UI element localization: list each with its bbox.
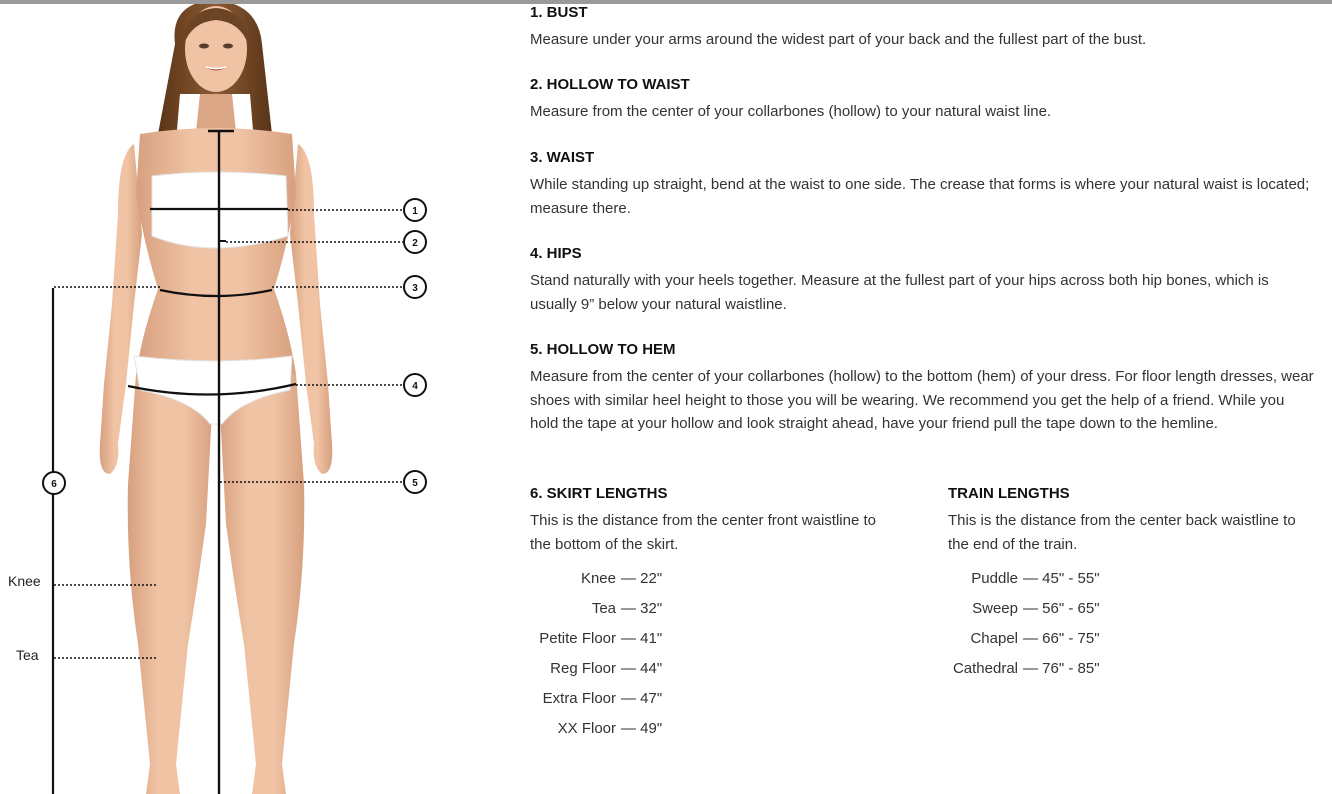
marker-3-label: 3 bbox=[412, 283, 418, 294]
section-text: Measure under your arms around the widest part of your back and the fullest part of the bust. bbox=[530, 31, 1147, 48]
left-leg bbox=[128, 374, 214, 794]
torso bbox=[136, 128, 296, 374]
section-text: Measure from the center of your collarbones (hollow) to the bottom (hem) of your dress. For floor length dresses, wear shoes with similar heel height to those you will be wearing. We recommend you get the help of a friend. While you hold the tape at your hollow and look straight ahead, have your friend pull the tape down to the hemline. bbox=[530, 368, 1314, 432]
length-value: — 66" - 75" bbox=[1023, 629, 1100, 647]
skirt-table bbox=[530, 563, 662, 743]
length-value: — 56" - 65" bbox=[1023, 599, 1100, 617]
section-title: 2. HOLLOW TO WAIST bbox=[530, 76, 690, 93]
marker-2-label: 2 bbox=[412, 238, 418, 249]
marker-5-label: 5 bbox=[412, 478, 418, 489]
length-name: Sweep bbox=[972, 599, 1018, 617]
body-measurement-diagram bbox=[0, 4, 520, 794]
right-leg bbox=[218, 374, 304, 794]
length-name: Knee bbox=[580, 569, 616, 587]
marker-3 bbox=[404, 276, 426, 298]
section-waist bbox=[530, 149, 1315, 220]
figure-svg bbox=[0, 4, 520, 794]
marker-6-label: 6 bbox=[51, 479, 57, 490]
tea-label: Tea bbox=[16, 647, 39, 663]
table-row bbox=[530, 563, 662, 593]
table-row bbox=[948, 653, 1100, 683]
length-value: — 41" bbox=[621, 629, 663, 647]
train-text: This is the distance from the center back waistline to the end of the train. bbox=[948, 512, 1296, 553]
table-row bbox=[530, 593, 662, 623]
length-value: — 22" bbox=[621, 569, 663, 587]
marker-1-label: 1 bbox=[412, 206, 418, 217]
table-row bbox=[530, 683, 662, 713]
length-value: — 32" bbox=[621, 599, 663, 617]
length-value: — 49" bbox=[621, 719, 663, 737]
section-title: 4. HIPS bbox=[530, 245, 582, 262]
table-row bbox=[530, 623, 662, 653]
knee-label: Knee bbox=[8, 573, 41, 589]
section-title: 5. HOLLOW TO HEM bbox=[530, 341, 676, 358]
table-row bbox=[948, 593, 1100, 623]
train-title: TRAIN LENGTHS bbox=[948, 485, 1070, 502]
length-name: Chapel bbox=[970, 629, 1018, 647]
section-title: 1. BUST bbox=[530, 4, 588, 21]
marker-1 bbox=[404, 199, 426, 221]
section-text: Measure from the center of your collarbones (hollow) to your natural waist line. bbox=[530, 103, 1052, 120]
marker-2 bbox=[404, 231, 426, 253]
length-value: — 76" - 85" bbox=[1023, 659, 1100, 677]
neck bbox=[196, 94, 236, 132]
section-hollow-to-hem bbox=[530, 341, 1315, 436]
section-bust bbox=[530, 4, 1315, 52]
skirt-title: 6. SKIRT LENGTHS bbox=[530, 485, 668, 502]
length-name: Puddle bbox=[971, 569, 1018, 587]
table-row bbox=[948, 563, 1100, 593]
table-row bbox=[530, 653, 662, 683]
length-value: — 47" bbox=[621, 689, 663, 707]
section-text: Stand naturally with your heels together. Measure at the fullest part of your hips across both hip bones, which is usually 9” below your natural waistline. bbox=[530, 272, 1269, 313]
marker-4-label: 4 bbox=[412, 381, 418, 392]
length-name: Cathedral bbox=[952, 659, 1018, 677]
skirt-lengths bbox=[530, 485, 900, 743]
section-title: 3. WAIST bbox=[530, 149, 595, 166]
section-text: While standing up straight, bend at the waist to one side. The crease that forms is where your natural waist is located; measure there. bbox=[530, 176, 1310, 217]
length-name: Petite Floor bbox=[539, 629, 616, 647]
table-row bbox=[948, 623, 1100, 653]
marker-6 bbox=[43, 472, 65, 494]
length-name: XX Floor bbox=[557, 719, 616, 737]
marker-5 bbox=[404, 471, 426, 493]
length-value: — 45" - 55" bbox=[1023, 569, 1100, 587]
section-hips bbox=[530, 245, 1315, 316]
train-table bbox=[948, 563, 1100, 683]
length-value: — 44" bbox=[621, 659, 663, 677]
table-row bbox=[530, 713, 662, 743]
train-lengths bbox=[948, 485, 1318, 683]
length-name: Tea bbox=[591, 599, 616, 617]
section-hollow-to-waist bbox=[530, 76, 1315, 124]
length-name: Reg Floor bbox=[550, 659, 616, 677]
marker-4 bbox=[404, 374, 426, 396]
length-name: Extra Floor bbox=[542, 689, 616, 707]
skirt-text: This is the distance from the center front waistline to the bottom of the skirt. bbox=[530, 512, 876, 553]
